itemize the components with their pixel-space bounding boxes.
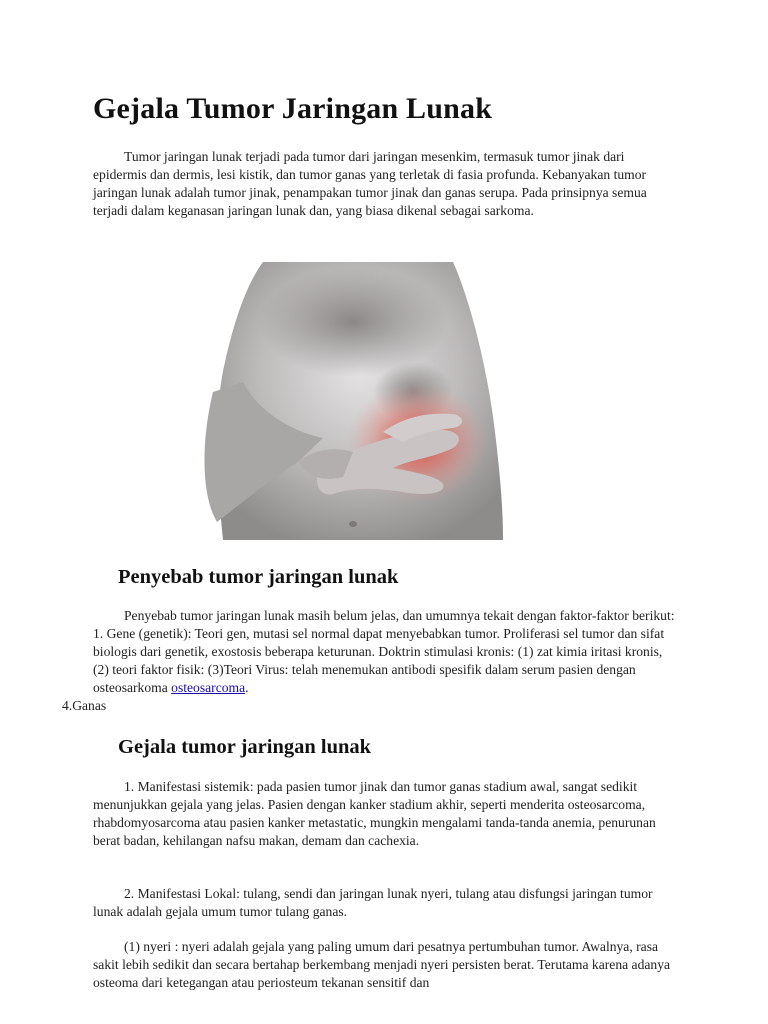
abdominal-pain-photo bbox=[203, 262, 513, 540]
heading-symptoms: Gejala tumor jaringan lunak bbox=[118, 736, 372, 758]
symptoms-paragraph-1: 1. Manifestasi sistemik: pada pasien tumor jinak dan tumor ganas stadium awal, sangat sedikit menunjukkan gejala yang jelas. Pasien dengan kanker stadium akhir, seperti menderita osteosarcoma, rhabdomyosarcoma atau pasien kanker metastatic, mungkin mengalami tanda-tanda anemia, penurunan berat badan, kehilangan nafsu makan, demam dan cachexia. bbox=[93, 779, 656, 848]
causes-text: Penyebab tumor jaringan lunak masih belum jelas, dan umumnya tekait dengan faktor-faktor berikut: 1. Gene (genetik): Teori gen, mutasi sel normal dapat menyebabkan tumor. Proliferasi sel tumor dan sifat biologis dari genetik, exostosis beberapa keturunan. Doktrin stimulasi kronis: (1) zat kimia iritasi kronis, (2) teori faktor fisik: (3)Teori Virus: telah menemukan antibodi spesifik dalam serum pasien dengan osteosarkoma bbox=[93, 608, 675, 695]
causes-tail: 4.Ganas bbox=[62, 698, 107, 713]
osteosarcoma-link[interactable]: osteosarcoma bbox=[171, 680, 246, 695]
causes-period: . bbox=[245, 680, 249, 695]
causes-paragraph bbox=[62, 607, 681, 715]
intro-paragraph: Tumor jaringan lunak terjadi pada tumor dari jaringan mesenkim, termasuk tumor jinak dari epidermis dan dermis, lesi kistik, dan tumor ganas yang terletak di fasia profunda. Kebanyakan tumor jaringan lunak adalah tumor jinak, penampakan tumor jinak dan ganas serupa. Pada prinsipnya semua terjadi dalam keganasan jaringan lunak dan, yang biasa dikenal sebagai sarkoma. bbox=[93, 149, 647, 218]
heading-causes: Penyebab tumor jaringan lunak bbox=[118, 566, 399, 588]
symptoms-paragraph-2: 2. Manifestasi Lokal: tulang, sendi dan jaringan lunak nyeri, tulang atau disfungsi jaringan tumor lunak adalah gejala umum tumor tulang ganas. bbox=[93, 886, 653, 919]
symptoms-paragraph-3: (1) nyeri : nyeri adalah gejala yang paling umum dari pesatnya pertumbuhan tumor. Awalnya, rasa sakit lebih sedikit dan secara bertahap berkembang menjadi nyeri persisten berat. Terutama karena adanya osteoma dari ketegangan atau periosteum tekanan sensitif dan bbox=[93, 939, 671, 990]
page-title: Gejala Tumor Jaringan Lunak bbox=[93, 92, 493, 125]
